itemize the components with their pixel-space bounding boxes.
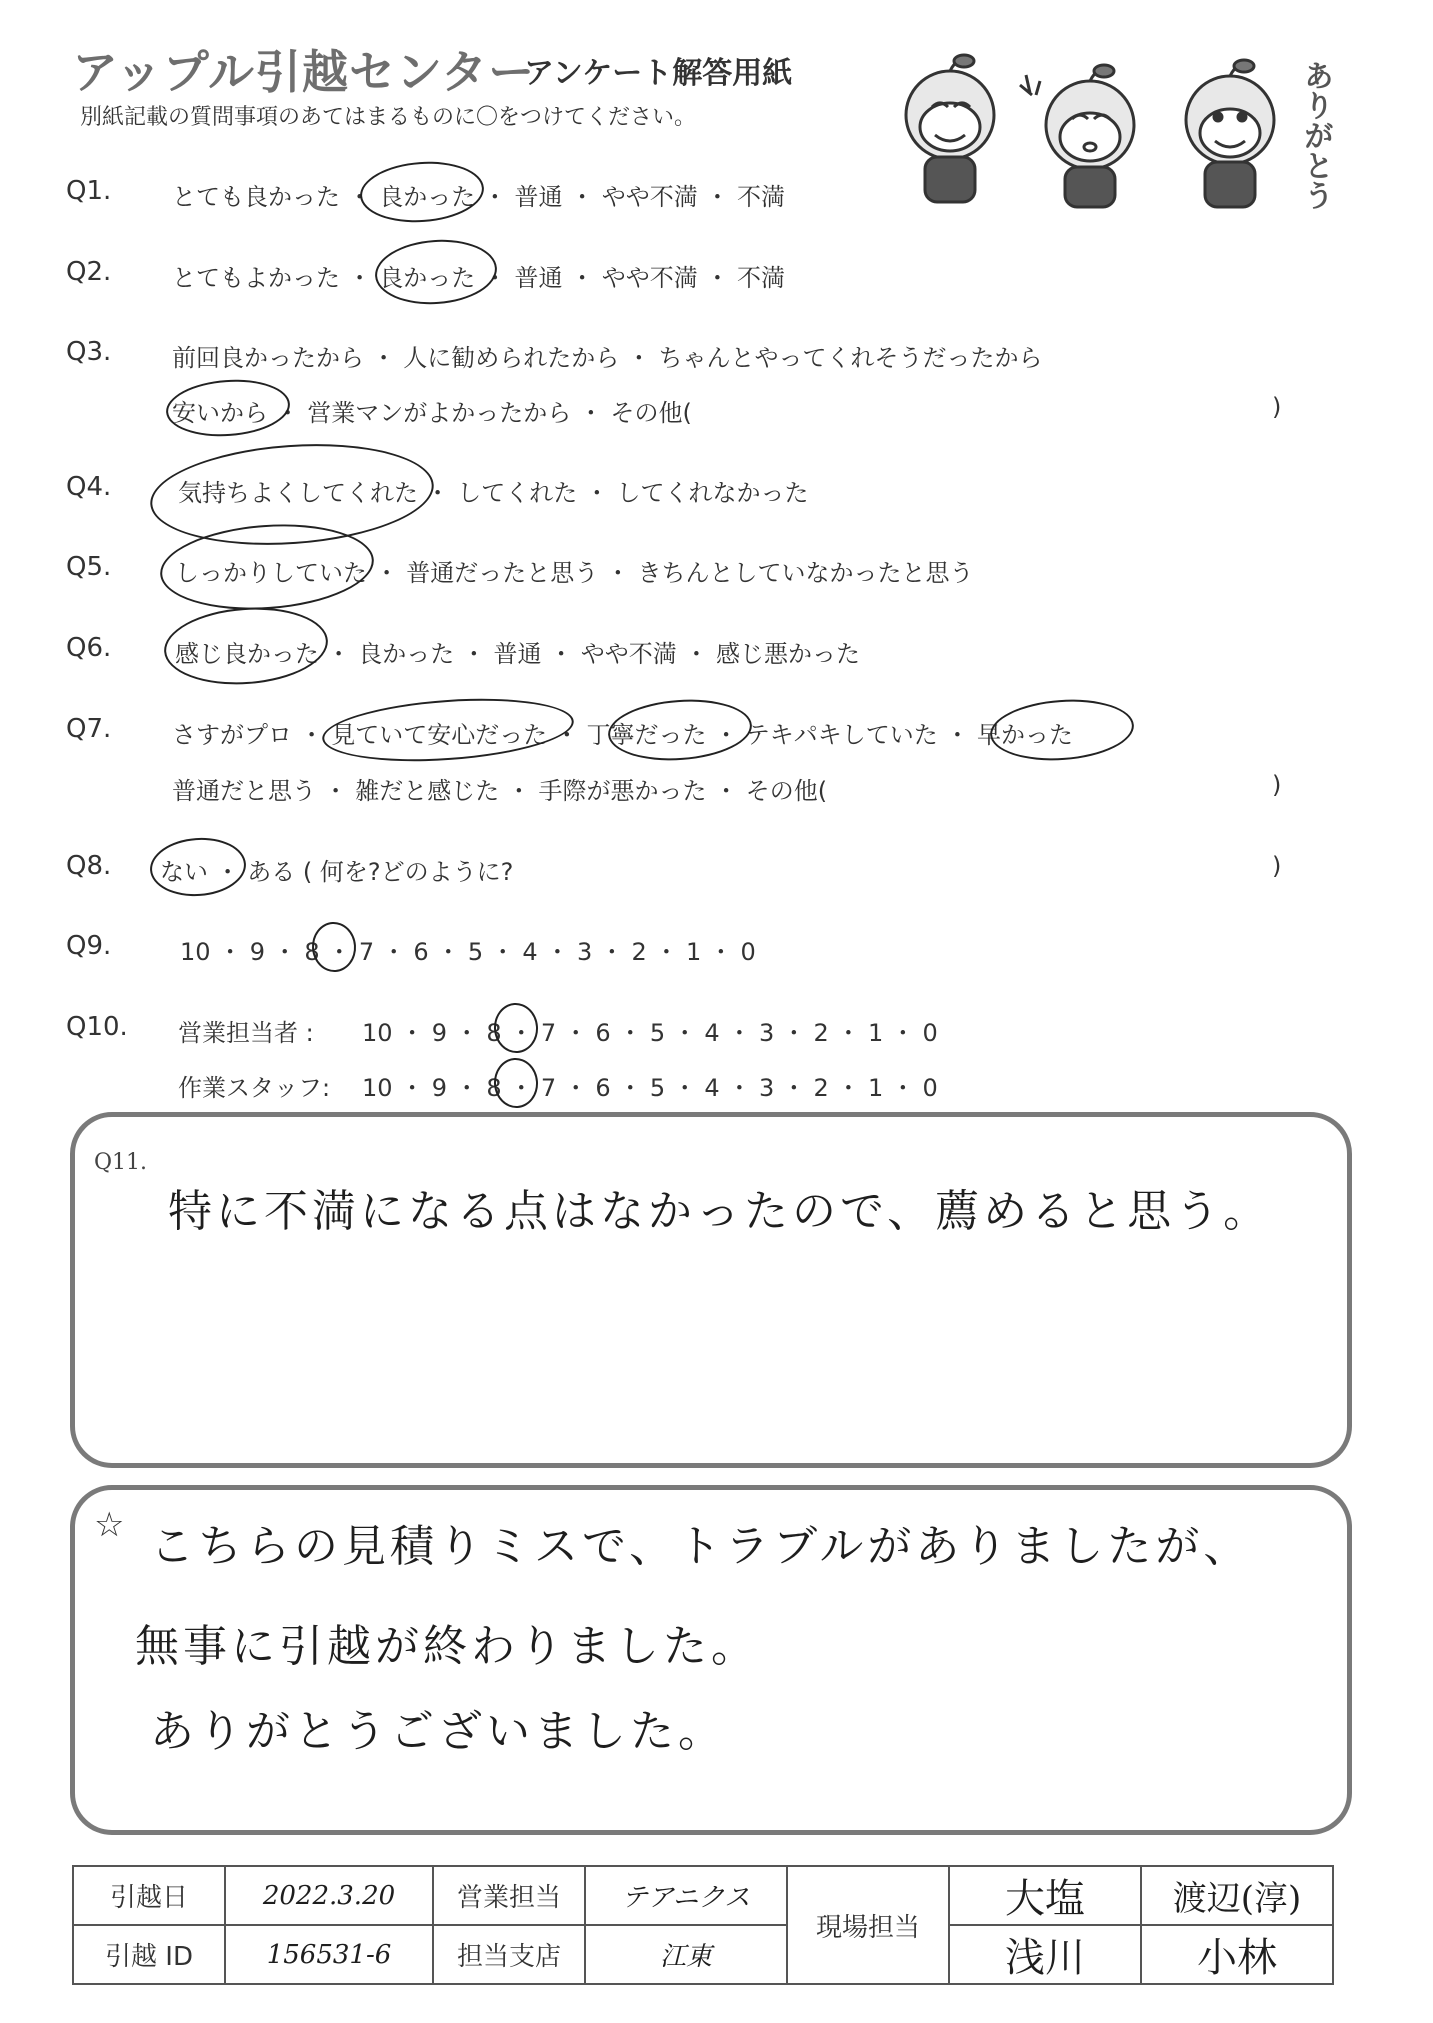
q5-label: Q5. xyxy=(66,552,112,582)
q9-options[interactable]: 10 ・ 9 ・ 8 ・ 7 ・ 6 ・ 5 ・ 4 ・ 3 ・ 2 ・ 1 ・ 0 xyxy=(180,938,756,966)
company-title: アップル引越センター xyxy=(72,45,536,99)
q11-label: Q11. xyxy=(94,1150,148,1175)
branch-value: 江東 xyxy=(585,1925,787,1984)
site-staff-4: 小林 xyxy=(1141,1925,1333,1984)
q2-selection-circle xyxy=(373,236,499,308)
q7-close-paren: ) xyxy=(1272,771,1282,799)
move-id-value: 156531-6 xyxy=(225,1925,433,1984)
sales-value: テアニクス xyxy=(585,1866,787,1925)
move-date-value: 2022.3.20 xyxy=(225,1866,433,1925)
q7-options-line2[interactable]: 普通だと思う ・ 雑だと感じた ・ 手際が悪かった ・ その他( xyxy=(172,777,828,805)
q6-label: Q6. xyxy=(66,633,112,663)
q8-options[interactable]: ない ・ ある ( 何を?どのように? xyxy=(160,858,514,886)
q1-selection-circle xyxy=(358,158,486,227)
q10-staff-label: 作業スタッフ: xyxy=(178,1074,331,1102)
q1-label: Q1. xyxy=(66,176,112,206)
q7-selection-circle-hayakatta xyxy=(988,695,1136,765)
move-date-label: 引越日 xyxy=(73,1866,225,1925)
move-id-label: 引越 ID xyxy=(73,1925,225,1984)
q10-sales-label: 営業担当者 : xyxy=(178,1019,314,1047)
arigato-text: ありがとう xyxy=(1298,60,1333,210)
q5-options[interactable]: しっかりしていた ・ 普通だったと思う ・ きちんとしていなかったと思う xyxy=(175,559,974,587)
move-info-table xyxy=(72,1865,1334,1985)
q10-label: Q10. xyxy=(66,1012,128,1042)
q6-selection-circle xyxy=(162,602,331,689)
q3-options-line1[interactable]: 前回良かったから ・ 人に勧められたから ・ ちゃんとやってくれそうだったから xyxy=(172,344,1043,372)
q4-options[interactable]: 気持ちよくしてくれた ・ してくれた ・ してくれなかった xyxy=(178,479,809,507)
q4-label: Q4. xyxy=(66,472,112,502)
monkey-1-icon xyxy=(906,55,994,202)
staff-comment-line-1: こちらの見積りミスで、トラブルがありましたが、 xyxy=(150,1521,1252,1572)
q7-selection-circle-teinei xyxy=(606,695,754,765)
q8-selection-circle xyxy=(148,835,248,900)
q11-answer-box[interactable] xyxy=(70,1112,1352,1468)
q3-options-line2[interactable]: 安いから ・ 営業マンがよかったから ・ その他( xyxy=(172,399,692,427)
q3-close-paren: ) xyxy=(1272,393,1282,421)
q10-sales-options[interactable]: 10 ・ 9 ・ 8 ・ 7 ・ 6 ・ 5 ・ 4 ・ 3 ・ 2 ・ 1 ・ 0 xyxy=(362,1019,938,1047)
staff-comment-line-2: 無事に引越が終わりました。 xyxy=(135,1621,759,1672)
site-staff-2: 渡辺(淳) xyxy=(1141,1866,1333,1925)
monkey-mascots-illustration xyxy=(880,45,1300,215)
q2-label: Q2. xyxy=(66,257,112,287)
q11-handwritten-answer: 特に不満になる点はなかったので、薦めると思う。 xyxy=(168,1186,1272,1237)
q2-options[interactable]: とてもよかった ・ 良かった ・ 普通 ・ やや不満 ・ 不満 xyxy=(172,264,786,292)
q3-selection-circle xyxy=(164,376,292,441)
q10-staff-options[interactable]: 10 ・ 9 ・ 8 ・ 7 ・ 6 ・ 5 ・ 4 ・ 3 ・ 2 ・ 1 ・ 0 xyxy=(362,1074,938,1102)
monkey-3-icon xyxy=(1186,60,1274,207)
q1-options[interactable]: とても良かった ・ 良かった ・ 普通 ・ やや不満 ・ 不満 xyxy=(172,183,786,211)
q6-options[interactable]: 感じ良かった ・ 良かった ・ 普通 ・ やや不満 ・ 感じ悪かった xyxy=(175,640,861,668)
q3-label: Q3. xyxy=(66,337,112,367)
branch-label: 担当支店 xyxy=(433,1925,585,1984)
star-icon: ☆ xyxy=(94,1505,125,1545)
instruction-text: 別紙記載の質問事項のあてはまるものに〇をつけてください。 xyxy=(80,105,697,130)
monkey-2-icon xyxy=(1020,65,1134,207)
staff-comment-line-3: ありがとうございました。 xyxy=(150,1706,726,1757)
q7-label: Q7. xyxy=(66,714,112,744)
sales-label: 営業担当 xyxy=(433,1866,585,1925)
q8-label: Q8. xyxy=(66,851,112,881)
q8-close-paren: ) xyxy=(1272,852,1282,880)
site-staff-3: 浅川 xyxy=(949,1925,1141,1984)
q7-options-line1[interactable]: さすがプロ ・ 見ていて安心だった ・ 丁寧だった ・ テキパキしていた ・ 早かった xyxy=(172,721,1074,749)
site-staff-1: 大塩 xyxy=(949,1866,1141,1925)
q7-selection-circle-anshin xyxy=(320,691,576,768)
site-label: 現場担当 xyxy=(787,1866,949,1984)
form-subtitle: アンケート解答用紙 xyxy=(524,56,793,91)
q9-label: Q9. xyxy=(66,931,112,961)
